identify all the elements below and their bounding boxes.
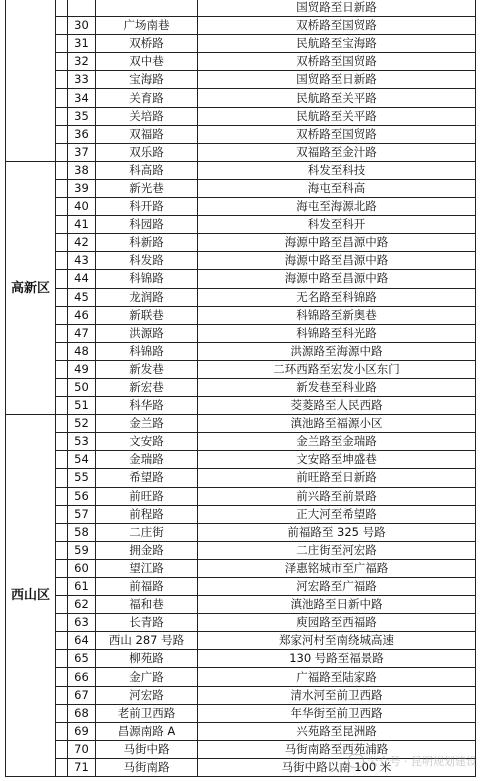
road-range-cell: 泽惠铭城市至广福路 [198,559,476,577]
table-row [6,342,476,360]
road-range-cell: 郑家河村至南绕城高速 [198,632,476,650]
row-number-cell: 55 [68,469,96,487]
road-range-cell: 正大河至希望路 [198,505,476,523]
row-number-cell [68,0,96,17]
table-row [6,433,476,451]
row-number-cell: 63 [68,614,96,632]
spacer-cell [56,107,68,125]
road-name-cell: 河宏路 [96,686,198,704]
table-row [6,324,476,342]
road-range-cell: 前福路至 325 号路 [198,523,476,541]
road-name-cell: 广场南巷 [96,17,198,35]
road-name-cell: 拥金路 [96,541,198,559]
table-row [6,161,476,179]
spacer-cell [56,415,68,433]
row-number-cell: 49 [68,360,96,378]
row-number-cell: 64 [68,632,96,650]
road-range-cell: 海源中路至昌源中路 [198,234,476,252]
road-range-cell: 海屯至科高 [198,179,476,197]
spacer-cell [56,35,68,53]
road-name-cell: 西山 287 号路 [96,632,198,650]
road-range-cell: 双桥路至国贸路 [198,17,476,35]
table-row [6,614,476,632]
road-range-cell: 民航路至关平路 [198,107,476,125]
table-row [6,71,476,89]
row-number-cell: 33 [68,71,96,89]
spacer-cell [56,270,68,288]
road-range-cell: 文安路至坤盛巷 [198,451,476,469]
row-number-cell: 41 [68,216,96,234]
road-range-cell: 双桥路至国贸路 [198,53,476,71]
road-name-cell: 文安路 [96,433,198,451]
spacer-cell [56,704,68,722]
road-range-cell: 民航路至关平路 [198,89,476,107]
table-row [6,650,476,668]
road-range-cell: 科锦路至科光路 [198,324,476,342]
road-name-cell: 科新路 [96,234,198,252]
spacer-cell [56,451,68,469]
spacer-cell [56,360,68,378]
table-row [6,596,476,614]
road-name-cell: 洪源路 [96,324,198,342]
road-name-cell: 老前卫西路 [96,704,198,722]
table-row [6,505,476,523]
spacer-cell [56,433,68,451]
row-number-cell: 62 [68,596,96,614]
table-row [6,415,476,433]
district-cell [6,0,56,161]
spacer-cell [56,578,68,596]
road-range-cell: 130 号路至福景路 [198,650,476,668]
watermark-text: 公众号 · 昆明规划建设 [367,755,477,768]
table-row [6,35,476,53]
road-name-cell: 新光巷 [96,179,198,197]
spacer-cell [56,722,68,740]
spacer-cell [56,397,68,415]
road-name-cell: 双中巷 [96,53,198,71]
row-number-cell: 54 [68,451,96,469]
table-row [6,125,476,143]
spacer-cell [56,650,68,668]
road-name-cell: 双福路 [96,125,198,143]
road-range-cell: 二庄街至河宏路 [198,541,476,559]
road-name-cell: 科园路 [96,216,198,234]
district-cell: 高新区 [6,161,56,414]
road-table-container [5,0,476,777]
road-range-cell: 滇池路至福源小区 [198,415,476,433]
road-range-cell: 前旺路至日新路 [198,469,476,487]
road-name-cell: 二庄街 [96,523,198,541]
table-row [6,451,476,469]
road-range-cell: 国贸路至日新路 [198,0,476,17]
table-row [6,0,476,17]
table-row [6,668,476,686]
road-name-cell: 新发巷 [96,360,198,378]
road-name-cell: 金广路 [96,668,198,686]
road-name-cell: 前旺路 [96,487,198,505]
road-range-cell: 洪源路至海源中路 [198,342,476,360]
table-row [6,397,476,415]
row-number-cell: 52 [68,415,96,433]
table-row [6,559,476,577]
spacer-cell [56,632,68,650]
spacer-cell [56,523,68,541]
row-number-cell: 45 [68,288,96,306]
spacer-cell [56,614,68,632]
spacer-cell [56,324,68,342]
table-row [6,252,476,270]
road-range-cell: 海源中路至昌源中路 [198,270,476,288]
road-name-cell: 科开路 [96,198,198,216]
road-name-cell: 金瑞路 [96,451,198,469]
spacer-cell [56,596,68,614]
district-cell: 西山区 [6,415,56,777]
table-row [6,216,476,234]
road-name-cell: 科高路 [96,161,198,179]
spacer-cell [56,469,68,487]
row-number-cell: 47 [68,324,96,342]
road-range-cell: 双桥路至国贸路 [198,125,476,143]
row-number-cell: 65 [68,650,96,668]
road-name-cell: 龙润路 [96,288,198,306]
road-name-cell: 柳苑路 [96,650,198,668]
road-range-cell: 年华街至前卫西路 [198,704,476,722]
road-range-cell: 新发巷至科业路 [198,378,476,396]
row-number-cell: 31 [68,35,96,53]
road-range-cell: 科发至科技 [198,161,476,179]
spacer-cell [56,179,68,197]
spacer-cell [56,161,68,179]
row-number-cell: 57 [68,505,96,523]
row-number-cell: 50 [68,378,96,396]
road-name-cell: 前程路 [96,505,198,523]
road-range-cell: 广福路至陆家路 [198,668,476,686]
table-row [6,632,476,650]
road-range-cell: 民航路至宝海路 [198,35,476,53]
row-number-cell: 46 [68,306,96,324]
row-number-cell: 67 [68,686,96,704]
road-name-cell: 长青路 [96,614,198,632]
road-name-cell: 宝海路 [96,71,198,89]
road-range-cell: 海源中路至昌源中路 [198,252,476,270]
table-row [6,469,476,487]
spacer-cell [56,252,68,270]
road-range-cell: 庾园路至西福路 [198,614,476,632]
spacer-cell [56,143,68,161]
road-range-cell: 金兰路至金瑞路 [198,433,476,451]
row-number-cell: 56 [68,487,96,505]
road-range-cell: 滇池路至日新中路 [198,596,476,614]
road-name-cell: 科锦路 [96,342,198,360]
road-name-cell: 前福路 [96,578,198,596]
road-name-cell [96,0,198,17]
road-range-cell: 茭菱路至人民西路 [198,397,476,415]
row-number-cell: 69 [68,722,96,740]
row-number-cell: 59 [68,541,96,559]
table-row [6,89,476,107]
road-range-cell: 前兴路至前景路 [198,487,476,505]
road-name-cell: 科华路 [96,397,198,415]
road-range-cell: 国贸路至日新路 [198,71,476,89]
road-name-cell: 马街南路 [96,758,198,776]
spacer-cell [56,198,68,216]
table-row [6,487,476,505]
table-row [6,17,476,35]
road-name-cell: 昌源南路 A [96,722,198,740]
table-row [6,53,476,71]
row-number-cell: 36 [68,125,96,143]
road-name-cell: 科锦路 [96,270,198,288]
table-row [6,198,476,216]
road-name-cell: 关培路 [96,107,198,125]
spacer-cell [56,740,68,758]
road-name-cell: 金兰路 [96,415,198,433]
road-name-cell: 关育路 [96,89,198,107]
table-row [6,704,476,722]
table-row [6,143,476,161]
spacer-cell [56,487,68,505]
spacer-cell [56,216,68,234]
spacer-cell [56,306,68,324]
road-range-cell: 双福路至金汁路 [198,143,476,161]
road-range-cell: 马街南路至西苑浦路 [198,740,476,758]
row-number-cell: 42 [68,234,96,252]
road-name-cell: 双乐路 [96,143,198,161]
road-range-cell: 兴苑路至昆洲路 [198,722,476,740]
road-range-cell: 科锦路至新奥巷 [198,306,476,324]
spacer-cell [56,378,68,396]
table-row [6,541,476,559]
row-number-cell: 53 [68,433,96,451]
road-name-cell: 双桥路 [96,35,198,53]
row-number-cell: 43 [68,252,96,270]
table-row [6,578,476,596]
road-name-cell: 科发路 [96,252,198,270]
table-row [6,234,476,252]
table-row [6,270,476,288]
table-row [6,179,476,197]
row-number-cell: 61 [68,578,96,596]
spacer-cell [56,686,68,704]
road-range-cell: 马街中路以南 100 米 [198,758,476,776]
row-number-cell: 39 [68,179,96,197]
road-range-cell: 科发至科开 [198,216,476,234]
row-number-cell: 38 [68,161,96,179]
spacer-cell [56,505,68,523]
spacer-cell [56,0,68,17]
row-number-cell: 60 [68,559,96,577]
road-range-cell: 无名路至科锦路 [198,288,476,306]
road-table-body [6,0,476,777]
table-row [6,523,476,541]
row-number-cell: 32 [68,53,96,71]
row-number-cell: 58 [68,523,96,541]
road-name-cell: 新联巷 [96,306,198,324]
row-number-cell: 51 [68,397,96,415]
road-range-cell: 河宏路至广福路 [198,578,476,596]
row-number-cell: 44 [68,270,96,288]
road-range-cell: 清水河至前卫西路 [198,686,476,704]
spacer-cell [56,288,68,306]
spacer-cell [56,234,68,252]
table-row [6,378,476,396]
row-number-cell: 35 [68,107,96,125]
table-row [6,107,476,125]
row-number-cell: 40 [68,198,96,216]
road-name-table [5,0,476,777]
row-number-cell: 70 [68,740,96,758]
table-row [6,306,476,324]
row-number-cell: 37 [68,143,96,161]
table-row [6,686,476,704]
spacer-cell [56,89,68,107]
table-row [6,288,476,306]
row-number-cell: 66 [68,668,96,686]
row-number-cell: 48 [68,342,96,360]
spacer-cell [56,342,68,360]
road-range-cell: 二环西路至宏发小区东门 [198,360,476,378]
road-name-cell: 马街中路 [96,740,198,758]
wechat-icon [348,754,364,768]
spacer-cell [56,71,68,89]
row-number-cell: 68 [68,704,96,722]
spacer-cell [56,17,68,35]
road-name-cell: 望江路 [96,559,198,577]
road-name-cell: 希望路 [96,469,198,487]
table-row [6,722,476,740]
spacer-cell [56,53,68,71]
row-number-cell: 30 [68,17,96,35]
spacer-cell [56,668,68,686]
watermark [348,753,478,769]
road-name-cell: 福和巷 [96,596,198,614]
spacer-cell [56,559,68,577]
row-number-cell: 71 [68,758,96,776]
table-row [6,360,476,378]
road-range-cell: 海屯至海源北路 [198,198,476,216]
road-name-cell: 新宏巷 [96,378,198,396]
spacer-cell [56,125,68,143]
row-number-cell: 34 [68,89,96,107]
spacer-cell [56,758,68,776]
spacer-cell [56,541,68,559]
